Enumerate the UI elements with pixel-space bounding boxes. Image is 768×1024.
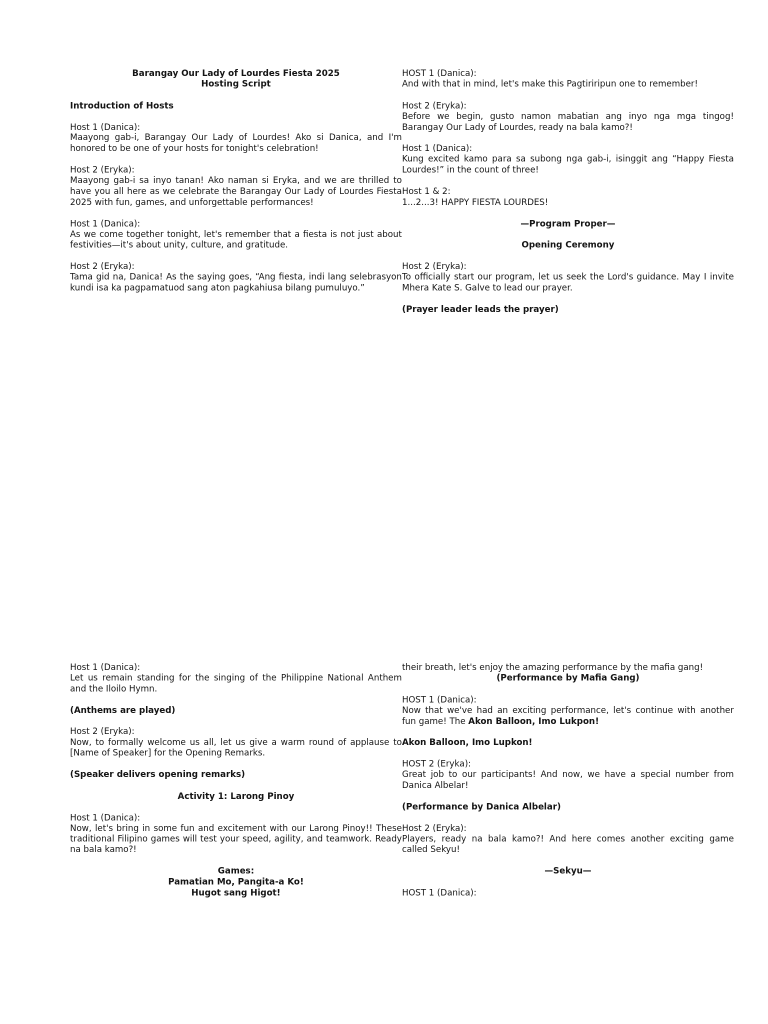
dialogue-text: Great job to our participants! And now, we have a special number from Danica Albelar! bbox=[402, 769, 734, 791]
stage-direction: (Prayer leader leads the prayer) bbox=[402, 304, 559, 315]
speaker-label: Host 1 (Danica): bbox=[402, 143, 473, 154]
dialogue-text: Now that we've had an exciting performance, let's continue with another fun game! The bbox=[402, 704, 734, 726]
speaker-label: Host 2 (Eryka): bbox=[70, 726, 135, 737]
page1-left-column bbox=[70, 68, 402, 304]
stage-direction: (Speaker delivers opening remarks) bbox=[70, 769, 246, 780]
section-heading: —Program Proper— bbox=[520, 218, 616, 229]
speaker-label: Host 2 (Eryka): bbox=[70, 164, 135, 175]
dialogue-block bbox=[70, 812, 402, 855]
dialogue-block bbox=[402, 662, 734, 683]
dialogue-text: 1...2...3! HAPPY FIESTA LOURDES! bbox=[402, 196, 549, 207]
section-heading: Introduction of Hosts bbox=[70, 100, 174, 111]
speaker-label: Host 2 (Eryka): bbox=[402, 100, 467, 111]
section-heading: Akon Balloon, Imo Lupkon! bbox=[402, 737, 533, 748]
dialogue-block bbox=[402, 759, 734, 791]
dialogue-text: Before we begin, gusto namon mabatian ang inyo nga mga tingog! Barangay Our Lady of Lourdes, ready na bala kamo?! bbox=[402, 110, 734, 132]
speaker-label: Host 2 (Eryka): bbox=[70, 261, 135, 272]
dialogue-block bbox=[402, 823, 734, 855]
stage-direction: (Performance by Mafia Gang) bbox=[496, 672, 640, 683]
dialogue-text: Now, to formally welcome us all, let us give a warm round of applause to [Name of Speaker] for the Opening Remarks. bbox=[70, 737, 402, 758]
dialogue-block bbox=[70, 261, 402, 293]
games-list: Games: Pamatian Mo, Pangita-a Ko! Hugot sang Higot! bbox=[168, 865, 304, 898]
speaker-label: HOST 1 (Danica): bbox=[402, 887, 477, 898]
speaker-label: Host 1 & 2: bbox=[402, 186, 451, 197]
dialogue-block bbox=[70, 122, 402, 154]
dialogue-text: As we come together tonight, let's remember that a fiesta is not just about festivities—it's about unity, culture, and gratitude. bbox=[70, 228, 402, 250]
speaker-label: Host 2 (Eryka): bbox=[402, 261, 467, 272]
speaker-label: Host 1 (Danica): bbox=[70, 218, 141, 229]
dialogue-block bbox=[402, 186, 734, 207]
dialogue-block bbox=[70, 726, 402, 758]
dialogue-text: And with that in mind, let's make this Pagtiriripun one to remember! bbox=[402, 78, 698, 89]
speaker-label: HOST 1 (Danica): bbox=[402, 68, 477, 79]
dialogue-text: Maayong gab-i sa inyo tanan! Ako naman si Eryka, and we are thrilled to have you all here as we celebrate the Barangay Our Lady of Lourdes Fiesta 2025 with fun, games, and unforgettable performances! bbox=[70, 175, 402, 207]
speaker-label: Host 1 (Danica): bbox=[70, 121, 141, 132]
page2-right-column bbox=[402, 662, 734, 909]
speaker-label: HOST 1 (Danica): bbox=[402, 694, 477, 705]
dialogue-text: Now, let's bring in some fun and excitement with our Larong Pinoy!! These traditional Filipino games will test your speed, agility, and teamwork. Ready na bala kamo?! bbox=[70, 822, 402, 855]
script-title: Barangay Our Lady of Lourdes Fiesta 2025 Hosting Script bbox=[132, 68, 340, 89]
dialogue-block bbox=[70, 165, 402, 208]
dialogue-text: their breath, let's enjoy the amazing performance by the mafia gang! bbox=[402, 662, 704, 673]
dialogue-text: To officially start our program, let us seek the Lord's guidance. May I invite Mhera Kate S. Galve to lead our prayer. bbox=[402, 271, 734, 293]
dialogue-text: Kung excited kamo para sa subong nga gab-i, isinggit ang “Happy Fiesta Lourdes!” in the count of three! bbox=[402, 153, 734, 175]
section-heading: —Sekyu— bbox=[544, 865, 592, 876]
dialogue-block bbox=[70, 662, 402, 694]
speaker-label: Host 1 (Danica): bbox=[70, 662, 141, 673]
dialogue-block bbox=[70, 218, 402, 250]
stage-direction: (Performance by Danica Albelar) bbox=[402, 801, 561, 812]
dialogue-text: Maayong gab-i, Barangay Our Lady of Lourdes! Ako si Danica, and I'm honored to be one of your hosts for tonight's celebration! bbox=[70, 132, 402, 154]
stage-direction: (Anthems are played) bbox=[70, 704, 176, 715]
dialogue-text: Let us remain standing for the singing of the Philippine National Anthem and the Iloilo Hymn. bbox=[70, 672, 402, 694]
dialogue-block bbox=[402, 261, 734, 293]
speaker-label: Host 2 (Eryka): bbox=[402, 822, 467, 834]
dialogue-text: Players, ready na bala kamo?! And here comes another exciting game called Sekyu! bbox=[402, 833, 734, 855]
dialogue-block bbox=[402, 887, 734, 898]
speaker-label: Host 1 (Danica): bbox=[70, 812, 141, 823]
page2-left-column bbox=[70, 662, 402, 909]
page1-right-column bbox=[402, 68, 734, 325]
section-heading: Activity 1: Larong Pinoy bbox=[177, 790, 295, 801]
dialogue-block bbox=[402, 68, 734, 89]
dialogue-block bbox=[402, 694, 734, 726]
dialogue-block bbox=[402, 100, 734, 132]
dialogue-block bbox=[402, 143, 734, 175]
speaker-label: HOST 2 (Eryka): bbox=[402, 758, 471, 769]
section-heading: Opening Ceremony bbox=[521, 239, 615, 250]
dialogue-text: Tama gid na, Danica! As the saying goes, “Ang fiesta, indi lang selebrasyon kundi isa ka pagpamatuod sang aton pagkahiusa bilang pumuluyo.” bbox=[70, 271, 402, 293]
game-name: Akon Balloon, Imo Lukpon! bbox=[468, 715, 600, 726]
